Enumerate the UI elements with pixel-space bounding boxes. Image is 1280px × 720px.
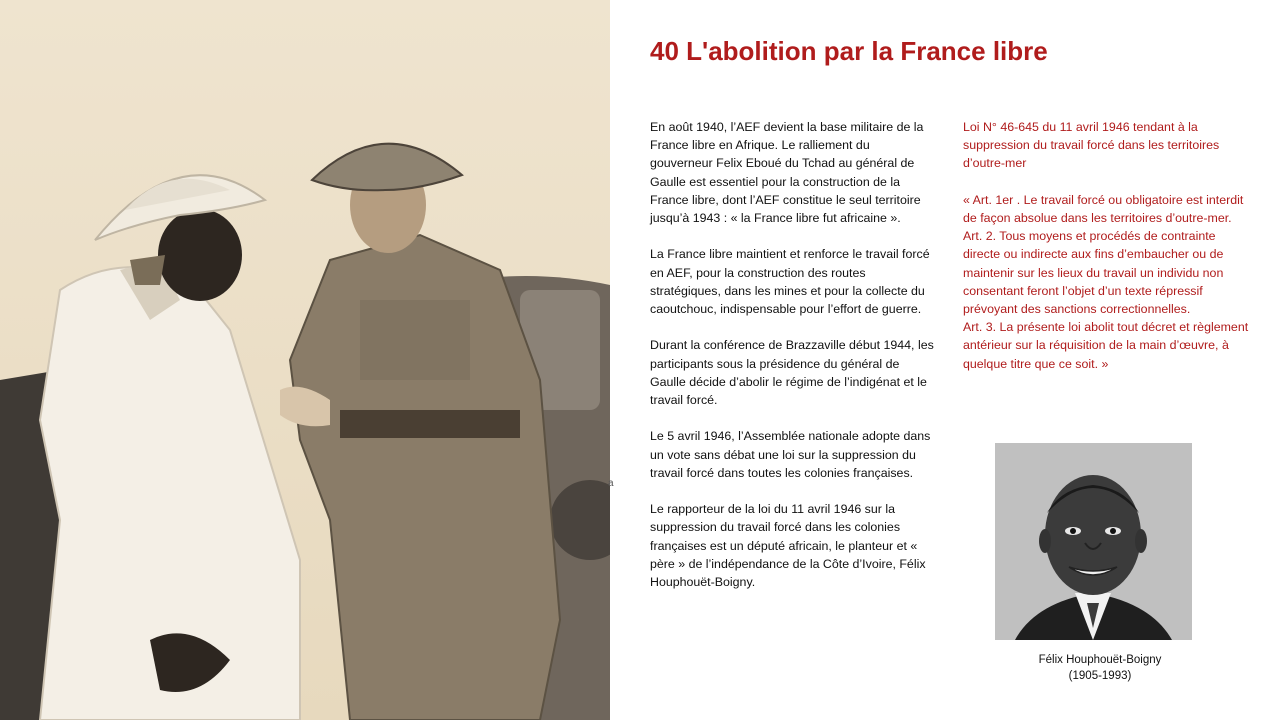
law-heading: Loi N° 46-645 du 11 avril 1946 tendant à la suppression du travail forcé dans les territoires d’outre-mer [963,120,1220,171]
body-text-column [650,118,935,609]
portrait-photo [995,443,1192,640]
portrait-illustration [995,443,1192,640]
body-paragraph: Le 5 avril 1946, l’Assemblée nationale adopte dans un vote sans débat une loi sur la suppression du travail forcé dans toutes les colonies françaises. [650,429,931,480]
photo-illustration [0,0,610,720]
spacer [963,173,1253,191]
page-edge-mark: a [608,478,614,489]
caption-name: Félix Houphouët-Boigny [1038,654,1162,666]
law-article-3: Art. 3. La présente loi abolit tout décret et règlement antérieur sur la réquisition de la main d’œuvre, à quelque titre que ce soit. » [963,320,1249,371]
body-paragraph: La France libre maintient et renforce le travail forcé en AEF, pour la construction des routes stratégiques, dans les mines et pour la collecte du caoutchouc, indispensable pour l’effort de guerre. [650,247,930,317]
body-paragraph: En août 1940, l’AEF devient la base militaire de la France libre en Afrique. Le ralliement du gouverneur Felix Eboué du Tchad au général de Gaulle est essentiel pour la construction de la France libre, dont l’AEF constitue le seul territoire jusqu’à 1943 : « la France libre fut africaine ». [650,120,924,226]
portrait-caption [1000,652,1200,684]
law-article-2: Art. 2. Tous moyens et procédés de contrainte directe ou indirecte aux fins d’embaucher ou de maintenir sur les lieux du travail un individu non consentant feront l’objet d’un texte répressif prévoyant des sanctions correctionnelles. [963,229,1224,317]
historical-photo [0,0,610,720]
law-text-column [963,118,1253,373]
body-paragraph: Le rapporteur de la loi du 11 avril 1946 sur la suppression du travail forcé dans les colonies françaises est un député africain, le planteur et « père » de l’indépendance de la Côte d’Ivoire, Félix Houphouët-Boigny. [650,502,926,590]
page-title: 40 L'abolition par la France libre [650,36,1048,66]
caption-dates: (1905-1993) [1068,670,1132,682]
body-paragraph: Durant la conférence de Brazzaville début 1944, les participants sous la présidence du général de Gaulle décide d’abolir le régime de l’indigénat et le travail forcé. [650,338,934,408]
law-article-1: « Art. 1er . Le travail forcé ou obligatoire est interdit de façon absolue dans les territoires d’outre-mer. [963,192,1244,225]
